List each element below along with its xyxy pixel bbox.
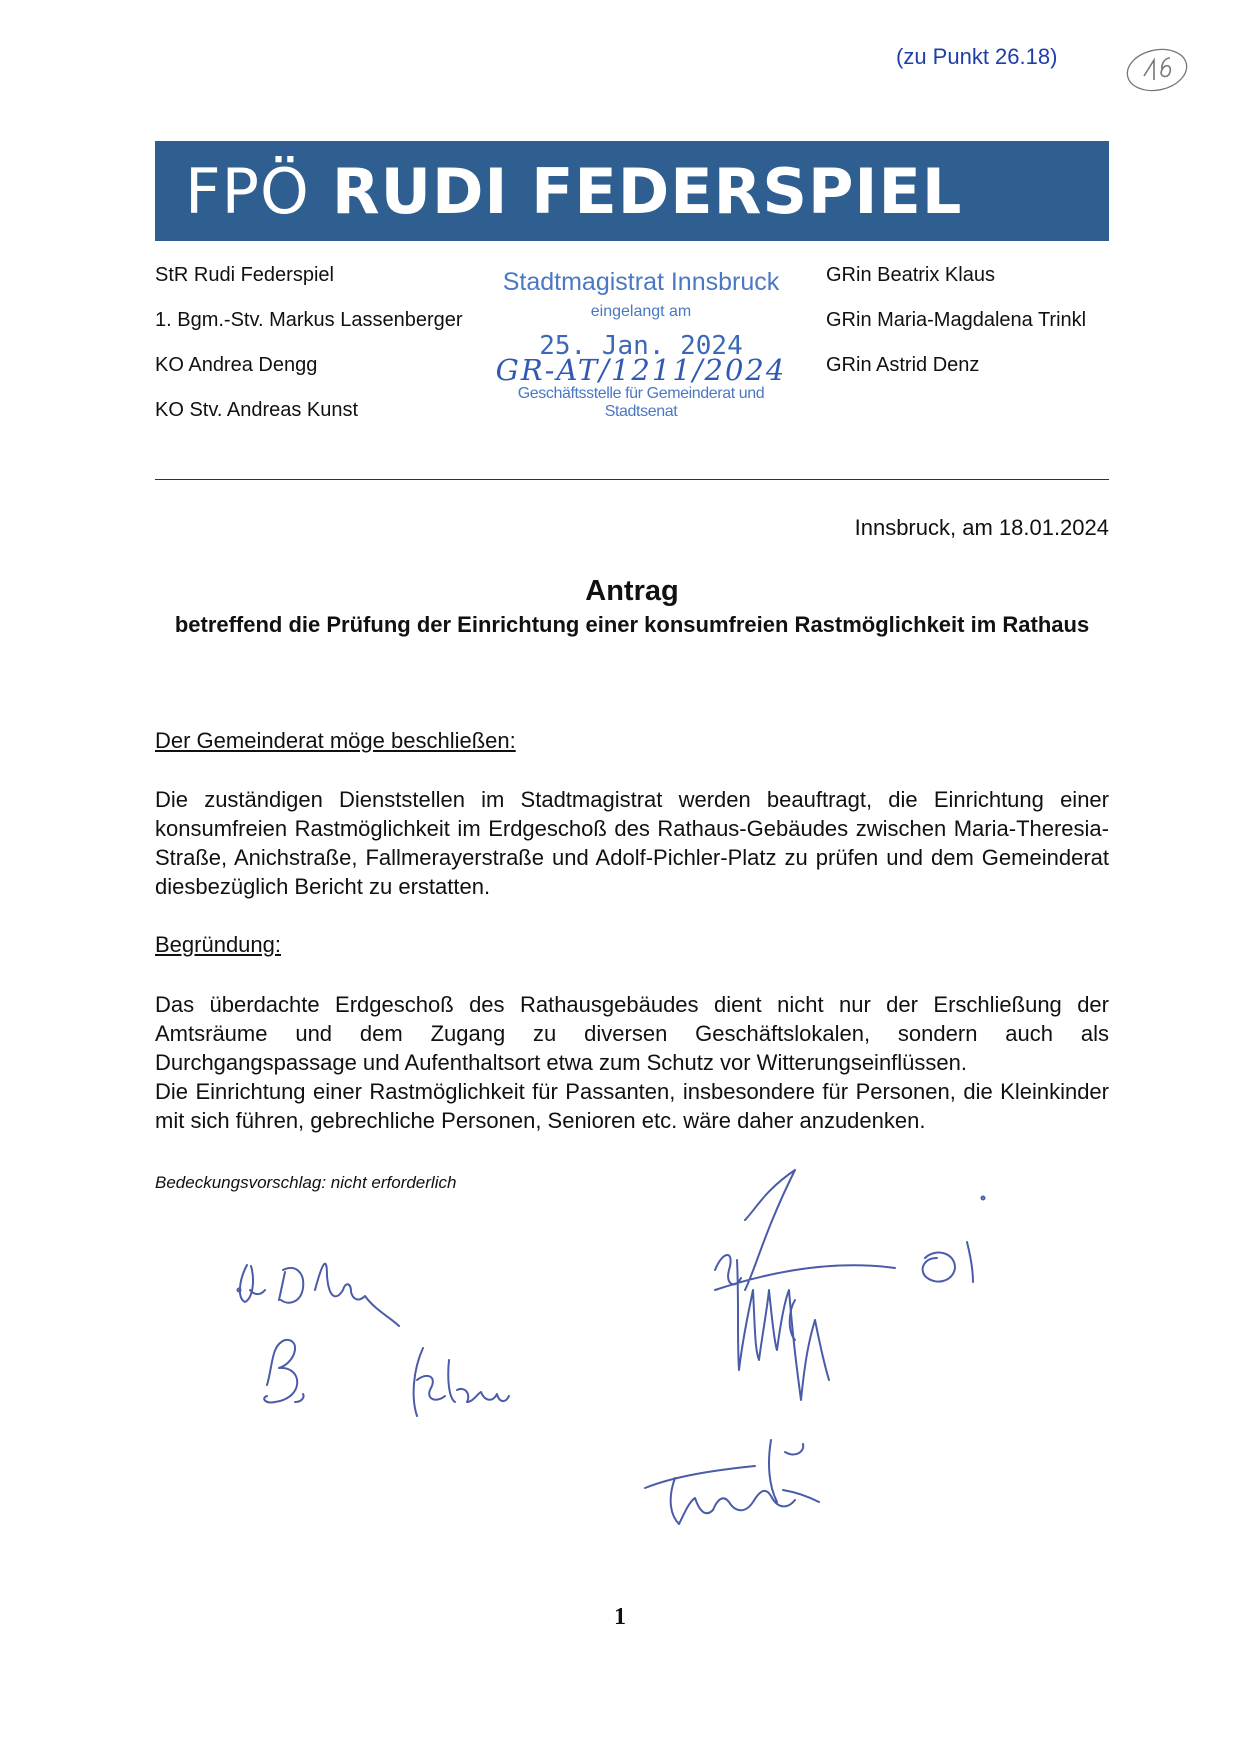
- handwritten-signatures: [155, 1140, 1135, 1560]
- signature-klaus: [264, 1340, 509, 1416]
- signatory-name: StR Rudi Federspiel: [155, 264, 334, 286]
- handwritten-page-mark: [1124, 46, 1190, 94]
- document-title: Antrag: [585, 575, 679, 607]
- reason-paragraph: Das überdachte Erdgeschoß des Rathausgebäudes dient nicht nur der Erschließung der Amtsräume und dem Zugang zu diversen Geschäftslokalen, sondern auch als Durchgangspassage und Aufenthaltsort etwa zum Schutz vor Witterungseinflüssen.: [155, 992, 1109, 1075]
- document-subtitle: betreffend die Prüfung der Einrichtung einer konsumfreien Rastmöglichkeit im Rathaus: [174, 612, 1090, 637]
- stamp-office: Geschäftsstelle für Gemeinderat und Stadtsenat: [517, 385, 765, 420]
- stamp-date: 25. Jan. 2024: [539, 331, 743, 361]
- coverage-note: Bedeckungsvorschlag: nicht erforderlich: [155, 1173, 457, 1192]
- banner-person-name: RUDI FEDERSPIEL: [331, 154, 963, 228]
- stamp-subtitle: eingelangt am: [590, 303, 692, 320]
- place-date: Innsbruck, am 18.01.2024: [854, 515, 1109, 540]
- reason-paragraph: Die Einrichtung einer Rastmöglichkeit für Passanten, insbesondere für Personen, die Kleinkinder mit sich führen, gebrechliche Personen, Senioren etc. wäre daher anzudenken.: [155, 1079, 1109, 1133]
- agenda-reference: (zu Punkt 26.18): [896, 44, 1058, 69]
- stamp-handwritten-number: GR-AT/1211/2024: [495, 353, 787, 387]
- receipt-stamp: [486, 268, 796, 428]
- signature-kunst: [737, 1260, 829, 1400]
- signatory-name: GRin Maria-Magdalena Trinkl: [826, 309, 1087, 331]
- banner-party-name: FPÖ: [185, 154, 310, 228]
- signatories-right: [826, 264, 1086, 399]
- header-divider: [155, 479, 1109, 480]
- stamp-title: Stadtmagistrat Innsbruck: [502, 268, 780, 296]
- signatory-name: GRin Beatrix Klaus: [826, 264, 995, 286]
- motion-text: Die zuständigen Dienststellen im Stadtmagistrat werden beauftragt, die Einrichtung einer konsumfreien Rastmöglichkeit im Erdgeschoß des Rathaus-Gebäudes zwischen Maria-Theresia-Straße, Anichstraße, Fallmerayerstraße und Adolf-Pichler-Platz zu prüfen und dem Gemeinderat diesbezüglich Bericht zu erstatten.: [155, 787, 1109, 899]
- motion-heading: Der Gemeinderat möge beschließen:: [155, 728, 516, 753]
- signature-trinkl: [645, 1440, 819, 1524]
- reason-heading: Begründung:: [155, 932, 281, 957]
- page-number: 1: [614, 1604, 626, 1630]
- signatory-name: KO Andrea Dengg: [155, 354, 318, 376]
- signature-dengg: [238, 1264, 400, 1326]
- signatory-name: 1. Bgm.-Stv. Markus Lassenberger: [155, 309, 463, 331]
- signatories-left: [155, 264, 463, 444]
- signature-federspiel: [715, 1170, 973, 1290]
- party-banner: [155, 141, 1109, 241]
- signatory-name: KO Stv. Andreas Kunst: [155, 399, 359, 421]
- reason-text: [155, 990, 1109, 1135]
- signatory-name: GRin Astrid Denz: [826, 354, 980, 376]
